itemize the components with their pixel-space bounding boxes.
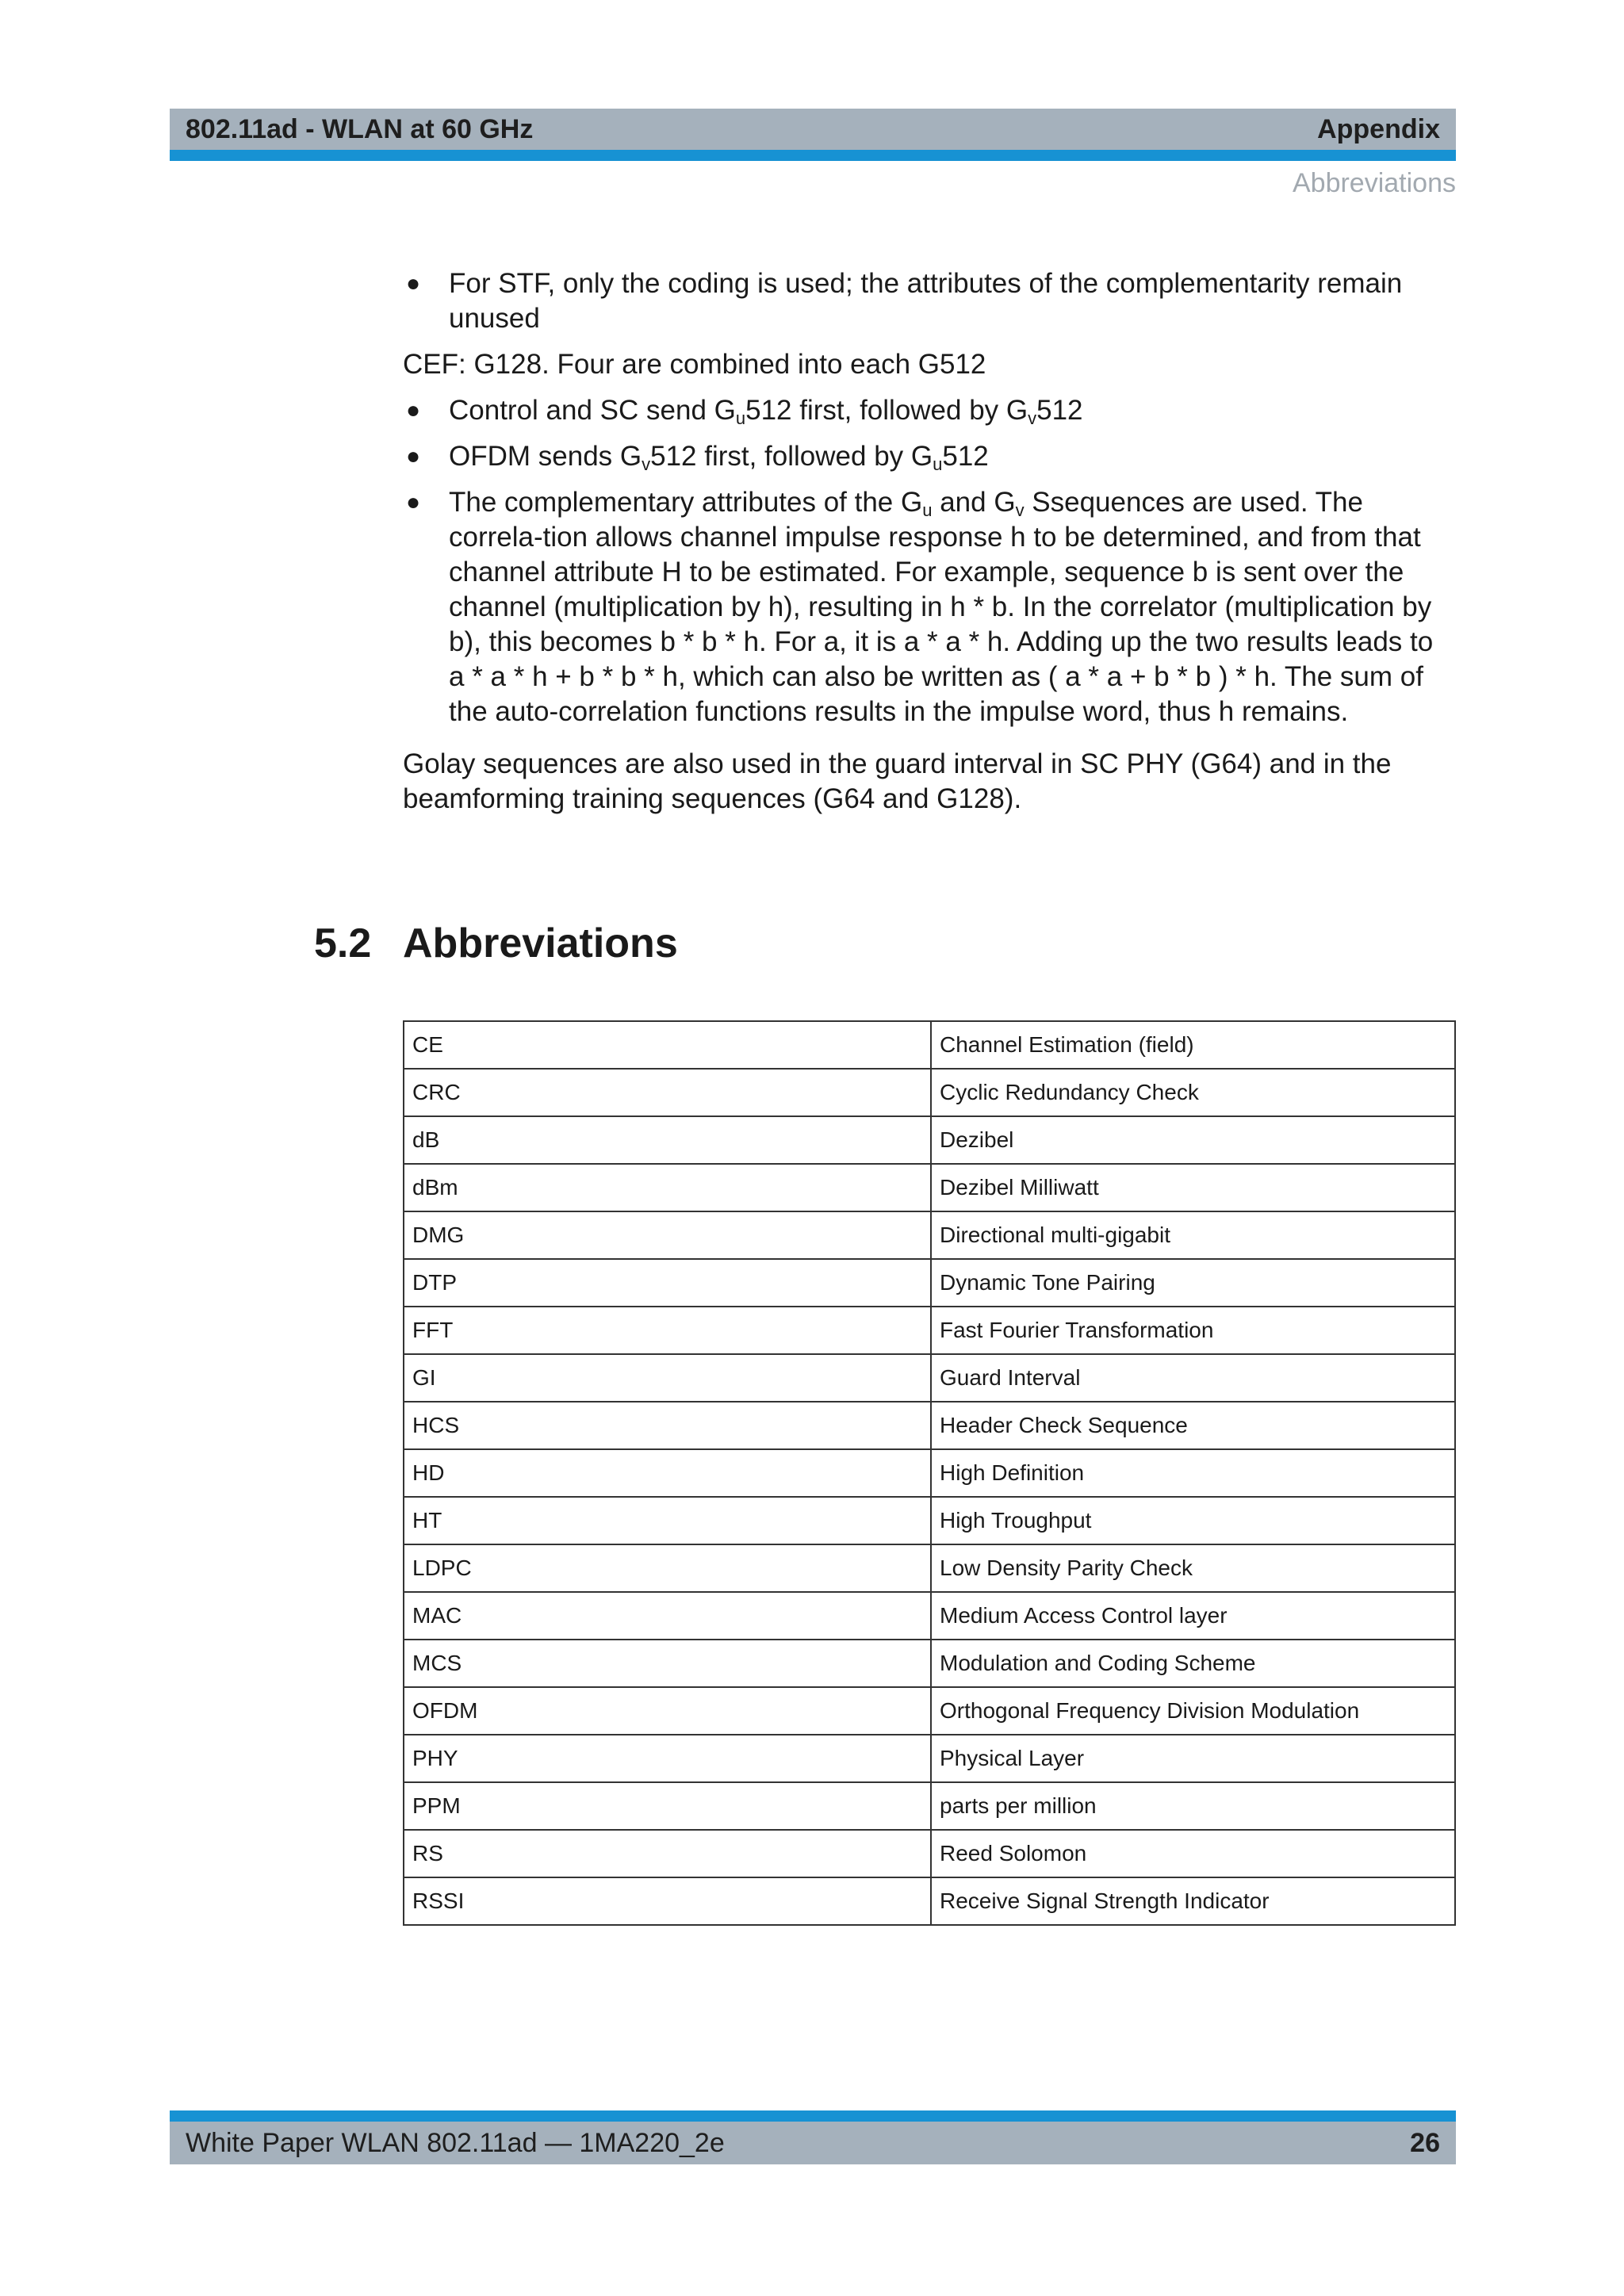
table-row bbox=[404, 1687, 1455, 1735]
bullet-dot-icon: ● bbox=[406, 489, 421, 515]
table-row bbox=[404, 1592, 1455, 1640]
definition-cell: High Troughput bbox=[931, 1497, 1455, 1544]
abbreviation-cell: RS bbox=[404, 1830, 931, 1877]
bullet-dot-icon: ● bbox=[406, 397, 421, 423]
section-number: 5.2 bbox=[314, 920, 372, 966]
definition-cell: Low Density Parity Check bbox=[931, 1544, 1455, 1592]
table-row bbox=[404, 1640, 1455, 1687]
table-row bbox=[404, 1211, 1455, 1259]
abbreviation-cell: RSSI bbox=[404, 1877, 931, 1925]
table-row bbox=[404, 1449, 1455, 1497]
abbreviation-cell: CE bbox=[404, 1021, 931, 1069]
table-row bbox=[404, 1259, 1455, 1307]
section-title: Abbreviations bbox=[403, 920, 678, 966]
definition-cell: Guard Interval bbox=[931, 1354, 1455, 1402]
table-row bbox=[404, 1354, 1455, 1402]
abbreviations-table bbox=[403, 1020, 1456, 1926]
definition-cell: Receive Signal Strength Indicator bbox=[931, 1877, 1455, 1925]
abbreviation-cell: PHY bbox=[404, 1735, 931, 1782]
body-text bbox=[403, 266, 1456, 828]
definition-cell: Cyclic Redundancy Check bbox=[931, 1069, 1455, 1116]
header-doc-title: 802.11ad - WLAN at 60 GHz bbox=[186, 113, 534, 144]
abbreviation-cell: DMG bbox=[404, 1211, 931, 1259]
header-chapter: Appendix bbox=[1317, 113, 1440, 144]
bullet-item: ● Control and SC send $G_u512$ first, followed by $G_v512$ bbox=[406, 395, 1083, 428]
header-subsection: Abbreviations bbox=[1292, 168, 1456, 198]
bullet-item: ● For STF, only the coding is used; the attributes of the complementarity remain unused bbox=[406, 268, 1403, 334]
definition-cell: Dezibel Milliwatt bbox=[931, 1164, 1455, 1211]
definition-cell: Modulation and Coding Scheme bbox=[931, 1640, 1455, 1687]
abbreviation-cell: CRC bbox=[404, 1069, 931, 1116]
abbreviation-cell: OFDM bbox=[404, 1687, 931, 1735]
table-row bbox=[404, 1164, 1455, 1211]
bullet-item: ● The complementary attributes of the $G_u$ and $G_v$ Ssequences are used. The correla-tion allows channel impulse response h to be determined, and from that channel attribute H to be estimated. For example, sequence b is sent over the channel (multiplication by h), resulting in h * b. In the correlator (multiplication by b), this becomes b * b * h. For a, it is a * a * h. Adding up the two results leads to a * a * h + b * b * h, which can also be written as ( a * a + b * b ) * h. The sum of the auto-correlation functions results in the impulse word, thus h remains. bbox=[406, 487, 1434, 727]
bullet-dot-icon: ● bbox=[406, 443, 421, 469]
table-row bbox=[404, 1735, 1455, 1782]
table-row bbox=[404, 1544, 1455, 1592]
table-row bbox=[404, 1782, 1455, 1830]
definition-cell: Medium Access Control layer bbox=[931, 1592, 1455, 1640]
definition-cell: Fast Fourier Transformation bbox=[931, 1307, 1455, 1354]
bullet-item: ● OFDM sends $G_v512$ first, followed by $G_u512$ bbox=[406, 441, 989, 474]
abbreviation-cell: PPM bbox=[404, 1782, 931, 1830]
abbreviation-cell: MCS bbox=[404, 1640, 931, 1687]
definition-cell: Directional multi-gigabit bbox=[931, 1211, 1455, 1259]
abbreviation-cell: dBm bbox=[404, 1164, 931, 1211]
header-accent-line bbox=[170, 150, 1456, 161]
definition-cell: Reed Solomon bbox=[931, 1830, 1455, 1877]
table-row bbox=[404, 1830, 1455, 1877]
footer-doc-id: White Paper WLAN 802.11ad — 1MA220_2e bbox=[186, 2127, 725, 2158]
table-row bbox=[404, 1116, 1455, 1164]
definition-cell: Dynamic Tone Pairing bbox=[931, 1259, 1455, 1307]
definition-cell: High Definition bbox=[931, 1449, 1455, 1497]
abbreviation-cell: HT bbox=[404, 1497, 931, 1544]
definition-cell: Header Check Sequence bbox=[931, 1402, 1455, 1449]
page-header bbox=[170, 109, 1456, 150]
definition-cell: parts per million bbox=[931, 1782, 1455, 1830]
definition-cell: Channel Estimation (field) bbox=[931, 1021, 1455, 1069]
bullet-dot-icon: ● bbox=[406, 270, 421, 297]
table-row bbox=[404, 1021, 1455, 1069]
definition-cell: Dezibel bbox=[931, 1116, 1455, 1164]
abbreviation-cell: DTP bbox=[404, 1259, 931, 1307]
paragraph-golay: Golay sequences are also used in the guard interval in SC PHY (G64) and in the beamforming training sequences (G64 and G128). bbox=[403, 748, 1392, 814]
abbreviation-cell: HCS bbox=[404, 1402, 931, 1449]
page-footer bbox=[170, 2122, 1456, 2164]
table-row bbox=[404, 1497, 1455, 1544]
section-heading bbox=[314, 920, 678, 967]
abbreviation-cell: MAC bbox=[404, 1592, 931, 1640]
paragraph-cef: CEF: G128. Four are combined into each G512 bbox=[403, 349, 986, 380]
footer-accent-line bbox=[170, 2110, 1456, 2122]
table-row bbox=[404, 1877, 1455, 1925]
abbreviation-cell: HD bbox=[404, 1449, 931, 1497]
definition-cell: Physical Layer bbox=[931, 1735, 1455, 1782]
abbreviation-cell: FFT bbox=[404, 1307, 931, 1354]
table-row bbox=[404, 1307, 1455, 1354]
page-number: 26 bbox=[1410, 2127, 1440, 2158]
table-row bbox=[404, 1069, 1455, 1116]
table-row bbox=[404, 1402, 1455, 1449]
definition-cell: Orthogonal Frequency Division Modulation bbox=[931, 1687, 1455, 1735]
abbreviation-cell: dB bbox=[404, 1116, 931, 1164]
abbreviation-cell: LDPC bbox=[404, 1544, 931, 1592]
abbreviation-cell: GI bbox=[404, 1354, 931, 1402]
